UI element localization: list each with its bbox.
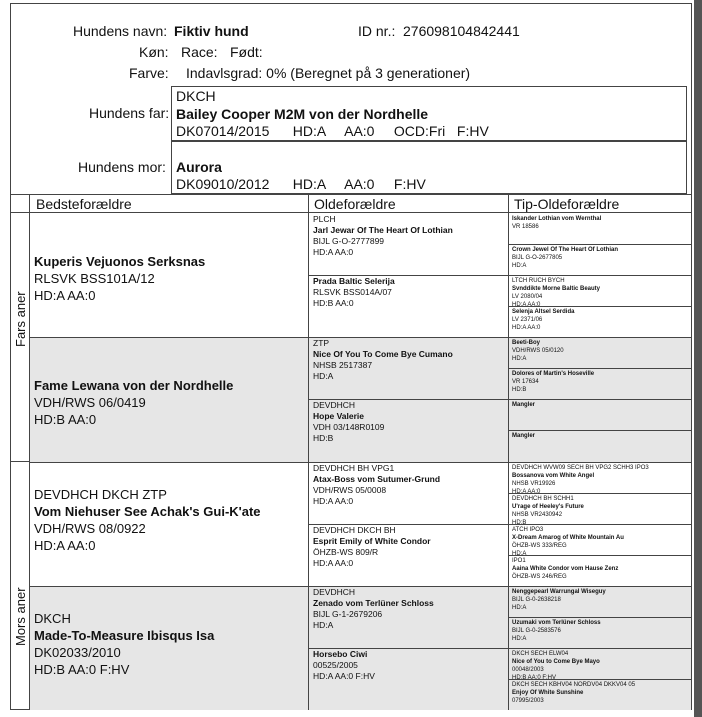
great-grandparent-cell-name: Atax-Boss vom Sutumer-Grund [313, 473, 441, 484]
great-grandparent-cell-reg: NHSB 2517387 [313, 360, 373, 371]
great-great-grandparent-cell-title: DKCH SECH KBHV04 NORDV04 DKKV04 05 [512, 681, 636, 688]
great-great-grandparent-cell-name: Svnddikte Morne Baltic Beauty [512, 286, 601, 293]
grandparent-cell-reg: DK02033/2010 [34, 644, 121, 660]
great-great-grandparent-cell-health: HD:A [512, 604, 527, 611]
great-great-grandparent-cell [509, 368, 691, 399]
great-great-grandparent-cell-health: HD:B [512, 387, 527, 394]
great-great-grandparent-cell-title: DEVDHCH WVW09 SECH BH VPG2 SCHH3 IPO3 [512, 464, 649, 471]
great-great-grandparent-cell [509, 462, 691, 493]
great-great-grandparent-cell-reg: ÖHZB-WS 333/REG [512, 542, 567, 549]
grandparent-cell-name: Kuperis Vejuonos Serksnas [34, 254, 206, 269]
sire-info: DK07014/2015 HD:A AA:0 OCD:Fri F:HV [176, 123, 489, 139]
sire-title: DKCH [176, 88, 216, 104]
fars-aner-label: Fars aner [13, 291, 28, 347]
great-great-grandparent-cell [509, 430, 691, 461]
great-great-grandparent-cell-reg: NHSB VR2430942 [512, 511, 563, 518]
great-great-grandparent-cell-reg: 07995/2003 [512, 697, 544, 704]
great-grandparent-cell-title: PLCH [313, 214, 336, 224]
great-great-grandparent-cell-health: HD:A [512, 263, 527, 270]
great-great-grandparent-cell-reg: BIJL G-0-2638218 [512, 596, 561, 603]
great-great-grandparent-cell [509, 306, 691, 337]
pedigree-grid [11, 194, 691, 710]
great-great-grandparent-cell-reg: LV 2371/06 [512, 317, 543, 324]
inbreeding-text: Indavlsgrad: 0% (Beregnet på 3 generationer) [186, 65, 471, 81]
grandparent-cell [30, 586, 308, 710]
great-great-grandparent-cell-reg: LV 2080/04 [512, 294, 543, 301]
grandparent-cell-health: HD:B AA:0 F:HV [34, 661, 130, 677]
great-grandparent-cell-name: Jarl Jewar Of The Heart Of Lothian [313, 225, 453, 235]
mors-aner-label: Mors aner [13, 587, 28, 646]
great-great-grandparent-cell [509, 275, 691, 306]
great-great-grandparent-cell-health: HD:A AA:0 [512, 325, 541, 332]
id-label: ID nr.: [358, 23, 396, 39]
great-grandparent-cell [309, 337, 508, 399]
great-great-grandparent-cell-name: Selenja Altsel Serdida [512, 309, 575, 316]
great-grandparent-cell-name: Hope Valerie [313, 411, 365, 422]
color-label: Farve: [129, 65, 169, 81]
great-grandparent-cell-health: HD:A AA:0 [313, 557, 354, 568]
great-great-grandparent-cell-name: Mangler [512, 433, 536, 440]
great-grandparent-cell-reg: VDH/RWS 05/0008 [313, 484, 387, 495]
great-grandparent-cell [309, 462, 508, 524]
great-great-grandparent-cell-name: U'rage of Heeley's Future [512, 503, 584, 510]
grandparent-cell-reg: VDH/RWS 06/0419 [34, 395, 146, 411]
dam-box [171, 141, 687, 194]
great-great-grandparent-cell [509, 244, 691, 275]
great-great-grandparent-cell [509, 679, 691, 710]
great-great-grandparent-cell-title: ATCH IPO3 [512, 526, 544, 533]
great-great-grandparent-cell [509, 617, 691, 648]
great-great-grandparent-cell-health: HD:A [512, 635, 527, 642]
great-great-grandparent-cell-name: X-Dream Amarog of White Mountain Au [512, 534, 624, 541]
great-great-grandparent-cell-name: Dolores of Martin's Hoseville [512, 371, 595, 378]
great-great-grandparent-cell-health: HD:A AA:0 [512, 302, 541, 307]
great-great-grandparent-cell-title: DKCH SECH ELW04 [512, 650, 569, 657]
grandparent-cell-name: Fame Lewana von der Nordhelle [34, 378, 234, 394]
great-great-grandparent-cell-name: Beeti-Boy [512, 340, 541, 347]
dam-label: Hundens mor: [78, 159, 166, 175]
great-grandparent-cell-title: DEVDHCH [313, 400, 356, 411]
great-great-grandparent-cell [509, 586, 691, 617]
great-grandparent-cell-name: Nice Of You To Come Bye Cumano [313, 349, 453, 360]
born-label: Født: [230, 44, 263, 60]
great-grandparent-cell-reg: ÖHZB-WS 809/R [313, 546, 379, 557]
great-grandparent-cell-reg: VDH 03/148R0109 [313, 422, 385, 433]
great-great-grandparent-cell-title: LTCH RUCH BYCH [512, 278, 565, 285]
id-value: 276098104842441 [403, 23, 520, 39]
great-grandparent-cell-health: HD:A AA:0 [313, 247, 354, 257]
great-great-grandparent-cell-name: Mangler [512, 402, 536, 409]
sex-label: Køn: [139, 44, 169, 60]
great-grandparent-cell [309, 524, 508, 586]
great-grandparent-cell-name: Horsebo Ciwi [313, 648, 368, 659]
great-great-grandparent-cell-reg: VDH/RWS 05/0120 [512, 348, 564, 355]
great-grandparent-cell-health: HD:A [313, 619, 334, 630]
dog-name: Fiktiv hund [174, 23, 249, 39]
header-great-great-grandparents: Tip-Oldeforældre [514, 196, 620, 212]
great-great-grandparent-cell-title: DEVDHCH BH SCHH1 [512, 495, 574, 502]
great-grandparent-cell-health: HD:A AA:0 F:HV [313, 670, 375, 681]
grandparent-cell [30, 462, 308, 586]
great-great-grandparent-cell-reg: VR 17634 [512, 379, 539, 386]
right-edge-bar [694, 0, 702, 717]
grandparent-cell-name: Made-To-Measure Ibisqus Isa [34, 627, 215, 643]
great-great-grandparent-cell-health: HD:B AA:0 F:HV [512, 674, 557, 679]
great-grandparent-cell-health: HD:A [313, 371, 334, 382]
great-grandparent-cell-name: Esprit Emily of White Condor [313, 535, 431, 546]
great-great-grandparent-cell-health: HD:A AA:0 [512, 488, 541, 493]
great-great-grandparent-cell-name: Aaina White Condor vom Hause Zenz [512, 565, 619, 572]
great-great-grandparent-cell-name: Nice of You to Come Bye Mayo [512, 658, 600, 665]
great-great-grandparent-cell-health: HD:A [512, 550, 527, 555]
great-grandparent-cell-health: HD:B AA:0 [313, 298, 354, 309]
sire-label: Hundens far: [89, 105, 170, 121]
great-great-grandparent-cell-name: Crown Jewel Of The Heart Of Lothian [512, 247, 619, 254]
great-grandparent-cell-title: ZTP [313, 338, 330, 349]
great-grandparent-cell-reg: BIJL G-1-2679206 [313, 608, 383, 619]
great-grandparent-cell-health: HD:A AA:0 [313, 495, 354, 506]
sire-name: Bailey Cooper M2M von der Nordhelle [176, 106, 429, 122]
great-grandparent-cell-name: Zenado vom Terlüner Schloss [313, 597, 434, 608]
great-great-grandparent-cell-name: Bossanova vom White Angel [512, 472, 595, 479]
great-great-grandparent-cell-reg: 00048/2003 [512, 666, 544, 673]
grandparent-cell-health: HD:A AA:0 [34, 288, 96, 303]
grandparent-cell-name: Vom Niehuser See Achak's Gui-K'ate [34, 503, 261, 519]
great-grandparent-cell-title: DEVDHCH BH VPG1 [313, 462, 395, 473]
header-great-grandparents: Oldeforældre [314, 196, 396, 212]
great-great-grandparent-cell-title: IPO1 [512, 557, 526, 564]
great-great-grandparent-cell [509, 337, 691, 368]
header-grandparents: Bedsteforældre [36, 196, 132, 212]
grandparent-cell-title: DEVDHCH DKCH ZTP [34, 486, 167, 502]
great-great-grandparent-cell-reg: NHSB VR19926 [512, 480, 556, 487]
great-great-grandparent-cell [509, 213, 691, 244]
great-great-grandparent-cell-name: Nenggepearl Warrungal Wiseguy [512, 588, 606, 595]
great-grandparent-cell-name: Prada Baltic Selerija [313, 276, 395, 287]
pedigree-sheet [10, 3, 692, 710]
great-great-grandparent-cell [509, 399, 691, 430]
great-great-grandparent-cell-name: Iskander Lothian vom Wernthal [512, 216, 602, 222]
great-grandparent-cell-title: DEVDHCH [313, 586, 356, 597]
great-great-grandparent-cell [509, 524, 691, 555]
great-grandparent-cell [309, 648, 508, 710]
great-grandparent-cell-reg: BIJL G-O-2777899 [313, 236, 385, 246]
great-grandparent-cell-reg: 00525/2005 [313, 659, 358, 670]
grandparent-cell [30, 213, 308, 337]
great-great-grandparent-cell-name: Uzumaki vom Terlüner Schloss [512, 619, 601, 626]
great-grandparent-cell-reg: RLSVK BSS014A/07 [313, 287, 392, 298]
dam-name: Aurora [176, 159, 222, 175]
dam-info: DK09010/2012 HD:A AA:0 F:HV [176, 176, 426, 192]
great-great-grandparent-cell-reg: ÖHZB-WS 246/REG [512, 573, 567, 580]
name-label: Hundens navn: [73, 23, 168, 39]
great-great-grandparent-cell-reg: VR 18586 [512, 224, 539, 230]
great-grandparent-cell [309, 213, 508, 275]
sire-box [171, 86, 687, 141]
great-grandparent-cell [309, 399, 508, 461]
great-grandparent-cell-title: DEVDHCH DKCH BH [313, 524, 396, 535]
grandparent-cell [30, 337, 308, 461]
great-grandparent-cell [309, 275, 508, 337]
great-great-grandparent-cell [509, 493, 691, 524]
grandparent-cell-health: HD:A AA:0 [34, 537, 96, 553]
great-great-grandparent-cell-reg: BIJL G-O-2677805 [512, 255, 563, 262]
great-great-grandparent-cell-reg: BIJL G-0-2583576 [512, 627, 561, 634]
race-label: Race: [181, 44, 218, 60]
great-great-grandparent-cell [509, 555, 691, 586]
grandparent-cell-reg: VDH/RWS 08/0922 [34, 520, 146, 536]
grandparent-cell-reg: RLSVK BSS101A/12 [34, 271, 155, 286]
great-great-grandparent-cell [509, 648, 691, 679]
great-grandparent-cell [309, 586, 508, 648]
great-grandparent-cell-health: HD:B [313, 433, 334, 444]
great-great-grandparent-cell-health: HD:A [512, 356, 527, 363]
great-great-grandparent-cell-health: HD:B [512, 519, 527, 524]
great-great-grandparent-cell-name: Enjoy Of White Sunshine [512, 689, 584, 696]
grandparent-cell-health: HD:B AA:0 [34, 412, 97, 428]
grandparent-cell-title: DKCH [34, 610, 71, 626]
